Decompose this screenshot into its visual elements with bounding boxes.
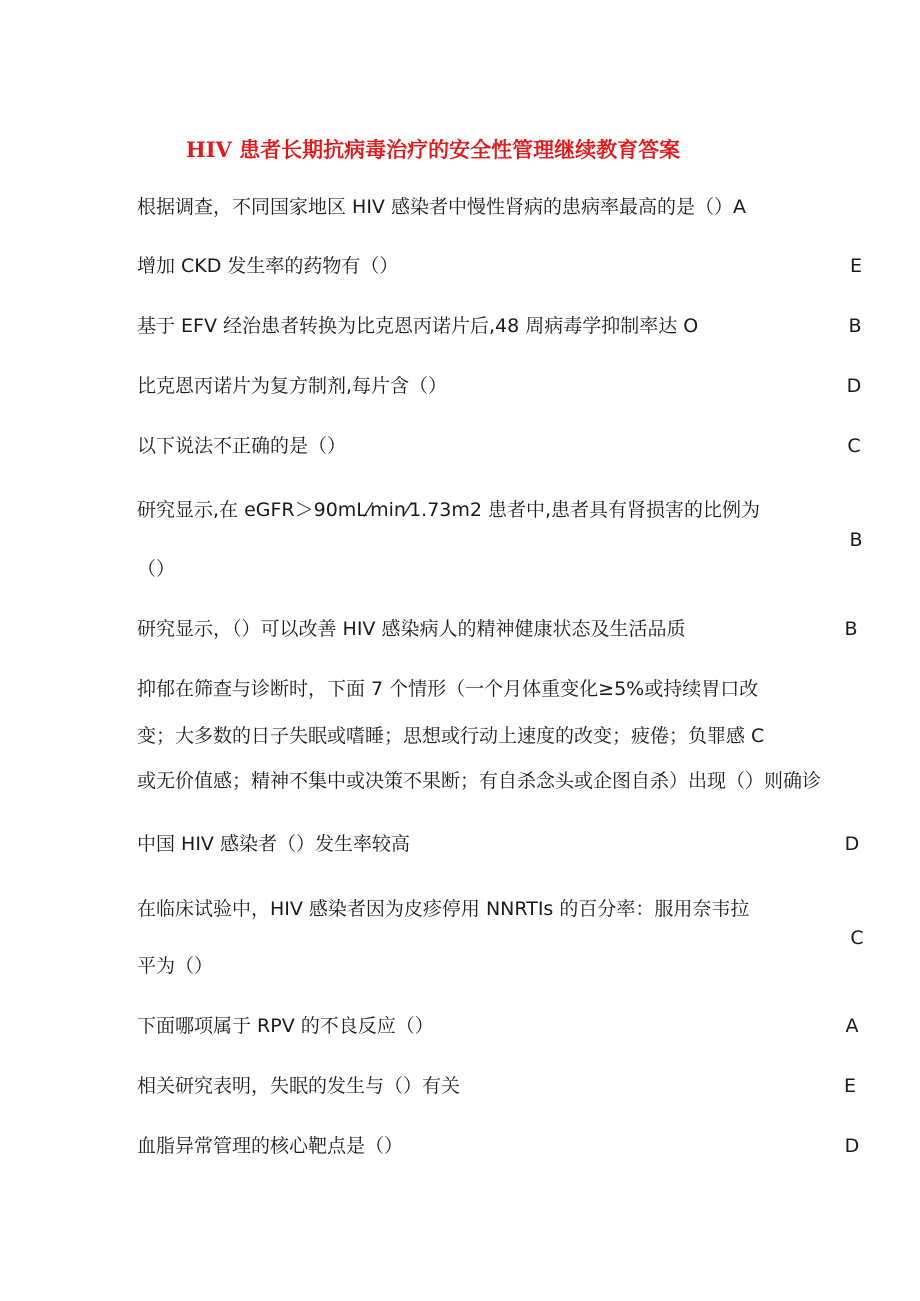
question-text: 根据调查，不同国家地区 HIV 感染者中慢性肾病的患病率最高的是（）A [137, 196, 746, 218]
question-text: 抑郁在筛查与诊断时，下面 7 个情形（一个月体重变化≥5%或持续胃口改 [137, 678, 759, 700]
question-text: 变；大多数的日子失眠或嗜睡；思想或行动上速度的改变；疲倦；负罪感 C [137, 725, 765, 747]
answer-letter: D [844, 1135, 860, 1157]
question-text: （） [137, 558, 176, 580]
answer-letter: B [849, 529, 863, 551]
answer-letter: A [845, 1015, 859, 1037]
question-text: 研究显示，（）可以改善 HIV 感染病人的精神健康状态及生活品质 [137, 618, 686, 640]
answer-letter: C [850, 927, 864, 949]
question-text: 比克恩丙诺片为复方制剂,每片含（） [137, 375, 448, 397]
question-text: 基于 EFV 经治患者转换为比克恩丙诺片后,48 周病毒学抑制率达 O [137, 315, 699, 337]
answer-letter: E [849, 255, 862, 277]
answer-letter: D [844, 833, 860, 855]
question-text: 血脂异常管理的核心靶点是（） [137, 1135, 404, 1157]
question-text: 在临床试验中，HIV 感染者因为皮疹停用 NNRTIs 的百分率：服用奈韦拉 [137, 898, 750, 920]
question-text: 研究显示,在 eGFR＞90mL⁄min⁄1.73m2 患者中,患者具有肾损害的比例为 [137, 499, 761, 521]
question-text: 下面哪项属于 RPV 的不良反应（） [137, 1015, 434, 1037]
question-text: 中国 HIV 感染者（）发生率较高 [137, 833, 410, 855]
answer-letter: B [844, 618, 858, 640]
answer-letter: B [848, 315, 862, 337]
question-text: 平为（） [137, 955, 214, 977]
document-title: HIV 患者长期抗病毒治疗的安全性管理继续教育答案 [185, 137, 681, 162]
question-text: 或无价值感；精神不集中或决策不果断；有自杀念头或企图自杀）出现（）则确诊 [137, 770, 822, 792]
answer-letter: D [846, 375, 862, 397]
question-text: 以下说法不正确的是（） [137, 435, 347, 457]
question-text: 相关研究表明，失眠的发生与（）有关 [137, 1075, 461, 1097]
question-text: 增加 CKD 发生率的药物有（） [137, 255, 399, 277]
answer-letter: C [847, 435, 861, 457]
answer-letter: E [843, 1075, 856, 1097]
